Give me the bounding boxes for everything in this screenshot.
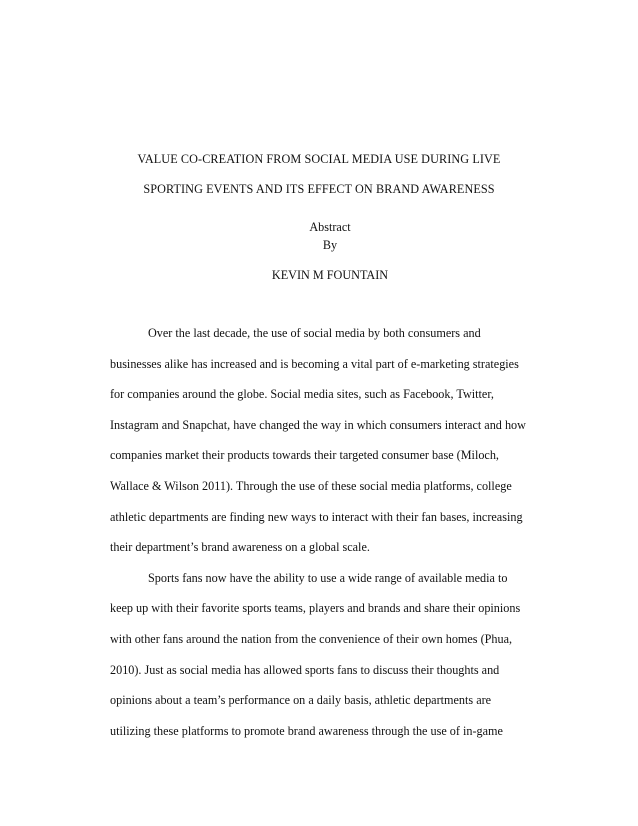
paragraph-1-line-1: Over the last decade, the use of social media by both consumers and [148, 326, 481, 340]
paragraph-2-line-6: utilizing these platforms to promote brand awareness through the use of in-game [110, 723, 503, 738]
by-label: By [322, 238, 338, 252]
paragraph-1-line-7: athletic departments are finding new ways to interact with their fan bases, increasing [110, 509, 523, 524]
paragraph-2-line-3: with other fans around the nation from the convenience of their own homes (Phua, [110, 631, 513, 646]
paragraph-1-line-3: for companies around the globe. Social media sites, such as Facebook, Twitter, [110, 387, 494, 402]
paragraph-2-line-5: opinions about a team’s performance on a daily basis, athletic departments are [110, 693, 492, 708]
paragraph-1-line-4: Instagram and Snapchat, have changed the way in which consumers interact and how [110, 417, 526, 432]
title-line-1: VALUE CO-CREATION FROM SOCIAL MEDIA USE DURING LIVE [137, 152, 501, 166]
title-line-2: SPORTING EVENTS AND ITS EFFECT ON BRAND AWARENESS [143, 182, 495, 196]
author-name: KEVIN M FOUNTAIN [271, 268, 389, 282]
abstract-body [110, 318, 540, 746]
paragraph-1-line-2: businesses alike has increased and is becoming a vital part of e-marketing strategies [110, 356, 519, 371]
paragraph-1-line-5: companies market their products towards their targeted consumer base (Miloch, [110, 448, 499, 463]
paragraph-1-line-6: Wallace & Wilson 2011). Through the use of these social media platforms, college [110, 478, 512, 493]
paragraph-2-line-4: 2010). Just as social media has allowed sports fans to discuss their thoughts and [110, 662, 500, 677]
abstract-heading: Abstract [309, 220, 351, 234]
paragraph-2-line-1: Sports fans now have the ability to use a wide range of available media to [148, 570, 508, 585]
paragraph-1-line-8: their department’s brand awareness on a global scale. [110, 540, 370, 555]
paragraph-2-line-2: keep up with their favorite sports teams, players and brands and share their opinions [110, 601, 521, 616]
